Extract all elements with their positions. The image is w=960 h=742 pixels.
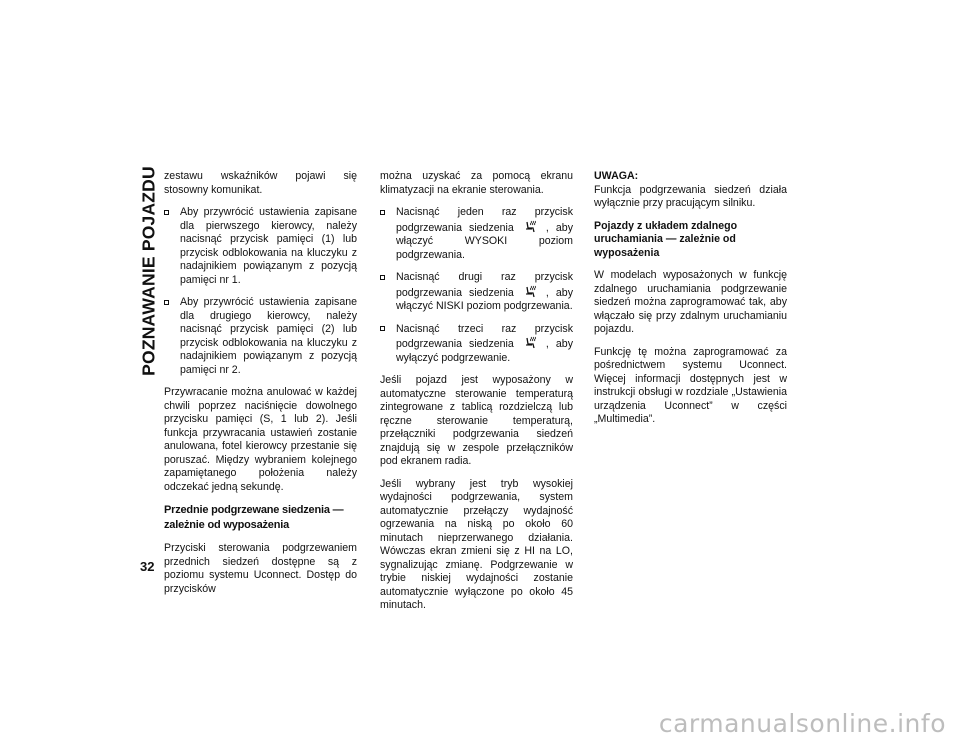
heated-seat-icon bbox=[523, 336, 537, 350]
section-heading: Przednie podgrzewane siedzenia — zależnie od wyposażenia bbox=[164, 504, 344, 531]
list-item bbox=[164, 206, 357, 287]
list-item bbox=[380, 271, 573, 314]
text-column-3 bbox=[594, 170, 787, 436]
section-heading: Pojazdy z układem zdalnego uruchamiania — zależnie od wyposażenia bbox=[594, 219, 738, 259]
checkbox-bullet-icon bbox=[164, 210, 169, 215]
list-item-text: Nacisnąć drugi raz przycisk podgrzewania siedzenia bbox=[396, 271, 573, 299]
watermark-text: carmanualsonline.info bbox=[658, 709, 946, 738]
paragraph: zestawu wskaźników pojawi się stosowny komunikat. bbox=[164, 170, 357, 196]
text-column-1 bbox=[164, 170, 357, 605]
paragraph: Jeśli pojazd jest wyposażony w automatyczne sterowanie temperaturą zintegrowane z tablicą rozdzielczą lub ręczne sterowanie temperaturą, przełączniki podgrzewania siedzeń znajdują się w zespole przełączników pod ekranem radia. bbox=[380, 374, 573, 467]
list-item-text: , aby włączyć NISKI poziom podgrzewania. bbox=[396, 286, 573, 312]
paragraph: Funkcję tę można zaprogramować za pośrednictwem systemu Uconnect. Więcej informacji dostępnych jest w instrukcji obsługi w rozdziale „Ustawienia urządzenia Uconnect” w części „Multimedia”. bbox=[594, 345, 787, 425]
checkbox-bullet-icon bbox=[380, 210, 385, 215]
list-item bbox=[380, 323, 573, 366]
list-item bbox=[380, 206, 573, 262]
page-number: 32 bbox=[140, 559, 155, 574]
section-title-text: POZNAWANIE POJAZDU bbox=[138, 165, 159, 376]
list-item-text: Aby przywrócić ustawienia zapisane dla drugiego kierowcy, należy nacisnąć przycisk pamięci (2) lub przycisk odblokowania na kluczyku z nadajnikiem powiązanym z pozycją pamięci nr 2. bbox=[180, 296, 357, 376]
checkbox-bullet-icon bbox=[380, 275, 385, 280]
paragraph: Jeśli wybrany jest tryb wysokiej wydajności podgrzewania, system automatycznie przełączy wydajność ogrzewania na niską po około 60 minutach nieprzerwanego działania. Wówczas ekran zmieni się z HI na LO, sygnalizując zmianę. Podgrzewanie w trybie niskiej wydajności zostanie automatycznie wyłączone po około 45 minutach. bbox=[380, 477, 573, 611]
heated-seat-icon bbox=[523, 220, 537, 234]
heated-seat-icon bbox=[523, 285, 537, 299]
paragraph: Przywracanie można anulować w każdej chwili poprzez naciśnięcie dowolnego przycisku pamięci (S, 1 lub 2). Jeśli funkcja przywracania ustawień zostanie anulowana, fotel kierowcy przestanie się poruszać. Między wybraniem kolejnego zapamiętanego położenia należy odczekać jedną sekundę. bbox=[164, 386, 357, 493]
text-column-2 bbox=[380, 170, 573, 622]
paragraph: Przyciski sterowania podgrzewaniem przednich siedzeń dostępne są z poziomu systemu Uconnect. Dostęp do przycisków bbox=[164, 542, 357, 595]
list-item-text: , aby włączyć WYSOKI poziom podgrzewania. bbox=[396, 221, 573, 261]
list-item-text: , aby wyłączyć podgrzewanie. bbox=[396, 338, 573, 364]
note-text: Funkcja podgrzewania siedzeń działa wyłącznie przy pracującym silniku. bbox=[594, 183, 787, 209]
paragraph: można uzyskać za pomocą ekranu klimatyzacji na ekranie sterowania. bbox=[380, 170, 573, 196]
list-item bbox=[164, 296, 357, 377]
checkbox-bullet-icon bbox=[380, 326, 385, 331]
note-title: UWAGA: bbox=[594, 170, 639, 182]
list-item-text: Nacisnąć trzeci raz przycisk podgrzewania siedzenia bbox=[396, 322, 573, 350]
checkbox-bullet-icon bbox=[164, 300, 169, 305]
paragraph: W modelach wyposażonych w funkcję zdalnego uruchamiania podgrzewanie siedzeń można zaprogramować tak, aby włączało się przy zdalnym uruchamianiu pojazdu. bbox=[594, 269, 787, 335]
list-item-text: Aby przywrócić ustawienia zapisane dla pierwszego kierowcy, należy nacisnąć przycisk pamięci (1) lub przycisk odblokowania na kluczyku z nadajnikiem powiązanym z pozycją pamięci nr 1. bbox=[180, 206, 357, 286]
section-side-title bbox=[136, 163, 162, 378]
list-item-text: Nacisnąć jeden raz przycisk podgrzewania siedzenia bbox=[396, 206, 573, 234]
